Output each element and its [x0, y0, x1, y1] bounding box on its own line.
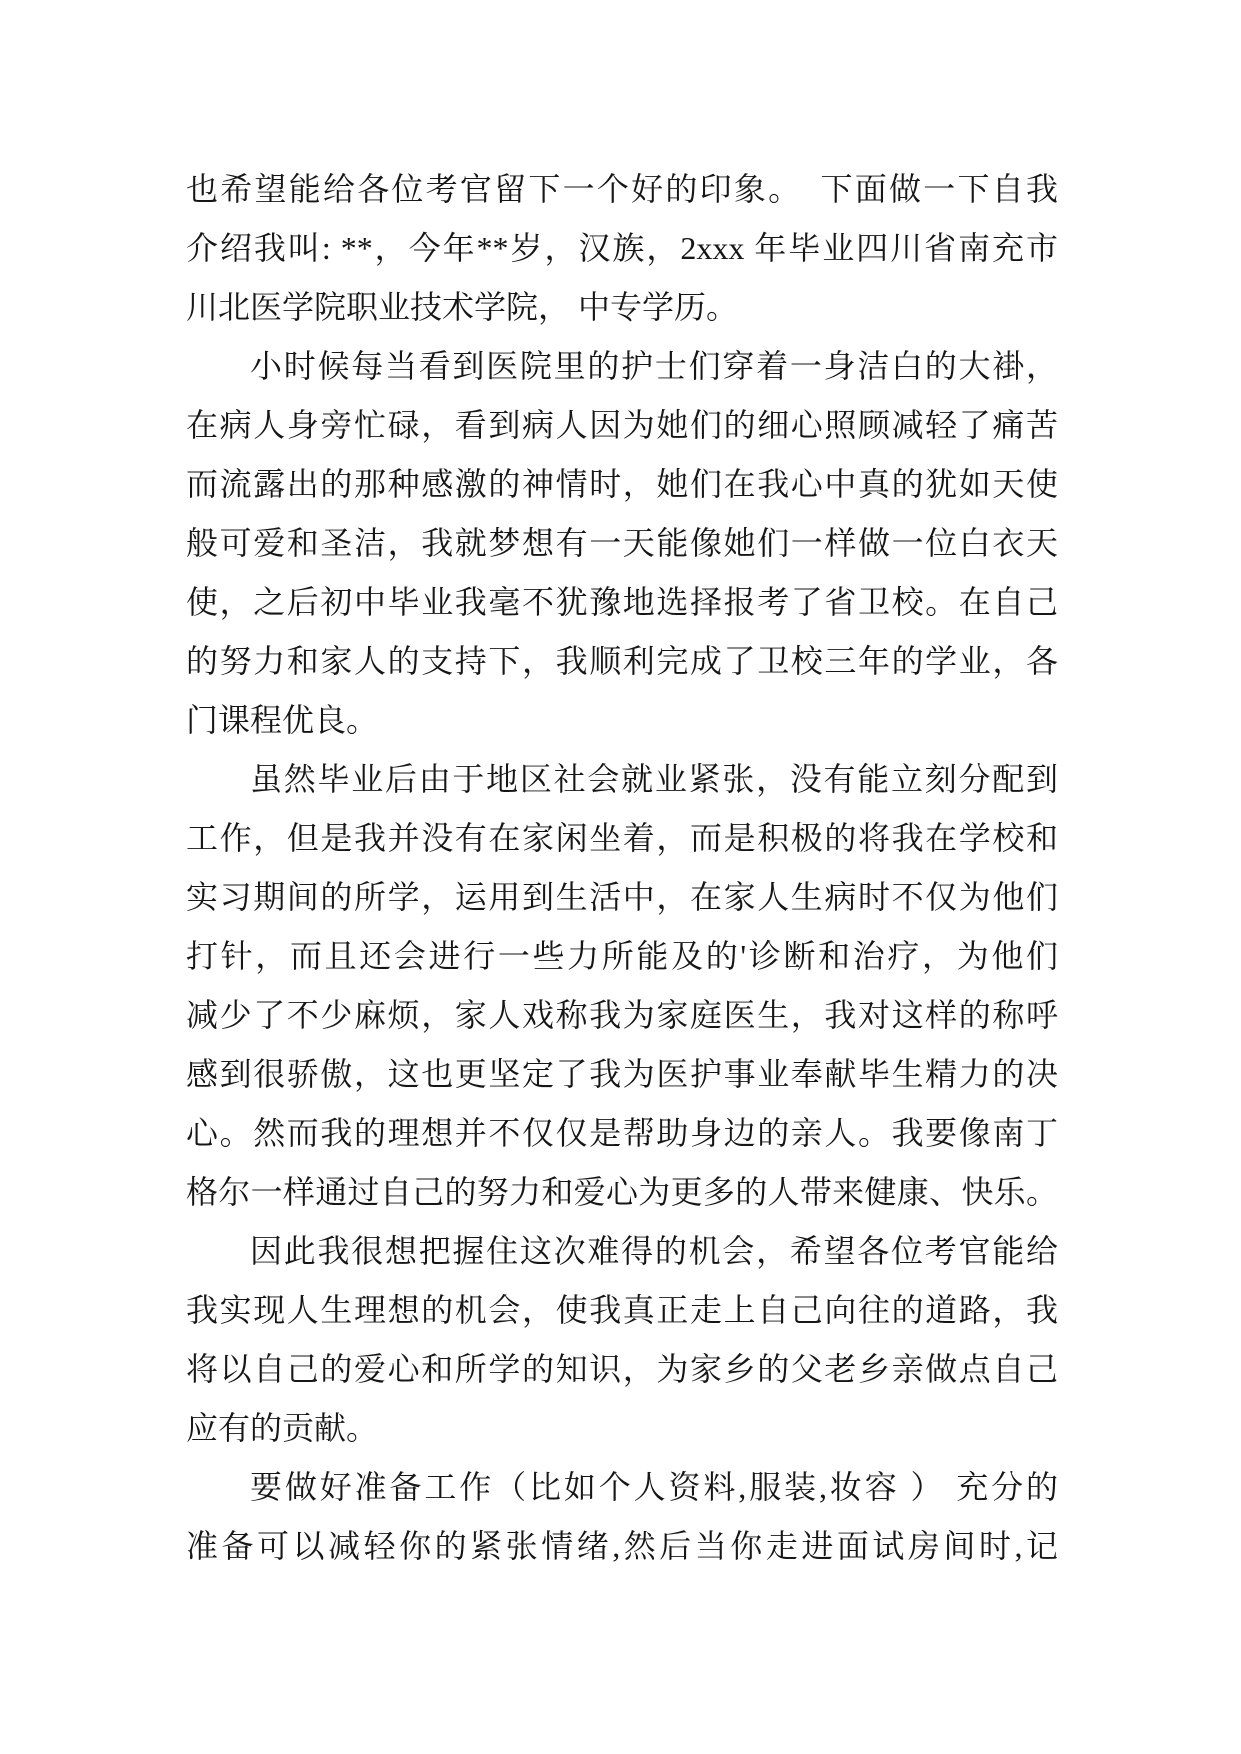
text-line-24: 准备可以减轻你的紧张情绪,然后当你走进面试房间时,记 — [186, 1528, 1058, 1564]
text-line-20: 我实现人生理想的机会，使我真正走上自己向往的道路，我 — [186, 1292, 1058, 1328]
text-line-23: 要做好准备工作（比如个人资料,服装,妆容 ） 充分的 — [250, 1469, 1058, 1505]
text-line-4: 小时候每当看到医院里的护士们穿着一身洁白的大褂， — [250, 348, 1058, 384]
text-line-8: 使，之后初中毕业我毫不犹豫地选择报考了省卫校。在自己 — [186, 584, 1058, 620]
text-line-10: 门课程优良。 — [186, 702, 379, 738]
document-body-text — [186, 160, 1058, 1576]
text-line-19: 因此我很想把握住这次难得的机会，希望各位考官能给 — [250, 1233, 1058, 1269]
text-line-17: 心。然而我的理想并不仅仅是帮助身边的亲人。我要像南丁 — [186, 1115, 1058, 1151]
text-line-11: 虽然毕业后由于地区社会就业紧张，没有能立刻分配到 — [250, 761, 1058, 797]
text-line-14: 打针，而且还会进行一些力所能及的'诊断和治疗，为他们 — [186, 938, 1058, 974]
text-line-12: 工作，但是我并没有在家闲坐着，而是积极的将我在学校和 — [186, 820, 1058, 856]
text-line-22: 应有的贡献。 — [186, 1410, 379, 1446]
text-line-15: 减少了不少麻烦，家人戏称我为家庭医生，我对这样的称呼 — [186, 997, 1058, 1033]
text-line-16: 感到很骄傲，这也更坚定了我为医护事业奉献毕生精力的决 — [186, 1056, 1058, 1092]
text-line-21: 将以自己的爱心和所学的知识，为家乡的父老乡亲做点自己 — [186, 1351, 1058, 1387]
text-line-13: 实习期间的所学，运用到生活中，在家人生病时不仅为他们 — [186, 879, 1058, 915]
text-line-3: 川北医学院职业技术学院， 中专学历。 — [186, 289, 739, 325]
text-line-1: 也希望能给各位考官留下一个好的印象。 下面做一下自我 — [186, 171, 1058, 207]
text-line-5: 在病人身旁忙碌，看到病人因为她们的细心照顾减轻了痛苦 — [186, 407, 1058, 443]
text-line-2: 介绍我叫: **，今年**岁，汉族，2xxx 年毕业四川省南充市 — [186, 230, 1058, 266]
text-line-18: 格尔一样通过自己的努力和爱心为更多的人带来健康、快乐。 — [186, 1174, 1058, 1210]
text-line-6: 而流露出的那种感激的神情时，她们在我心中真的犹如天使 — [186, 466, 1058, 502]
text-line-7: 般可爱和圣洁，我就梦想有一天能像她们一样做一位白衣天 — [186, 525, 1058, 561]
text-line-9: 的努力和家人的支持下，我顺利完成了卫校三年的学业，各 — [186, 643, 1058, 679]
